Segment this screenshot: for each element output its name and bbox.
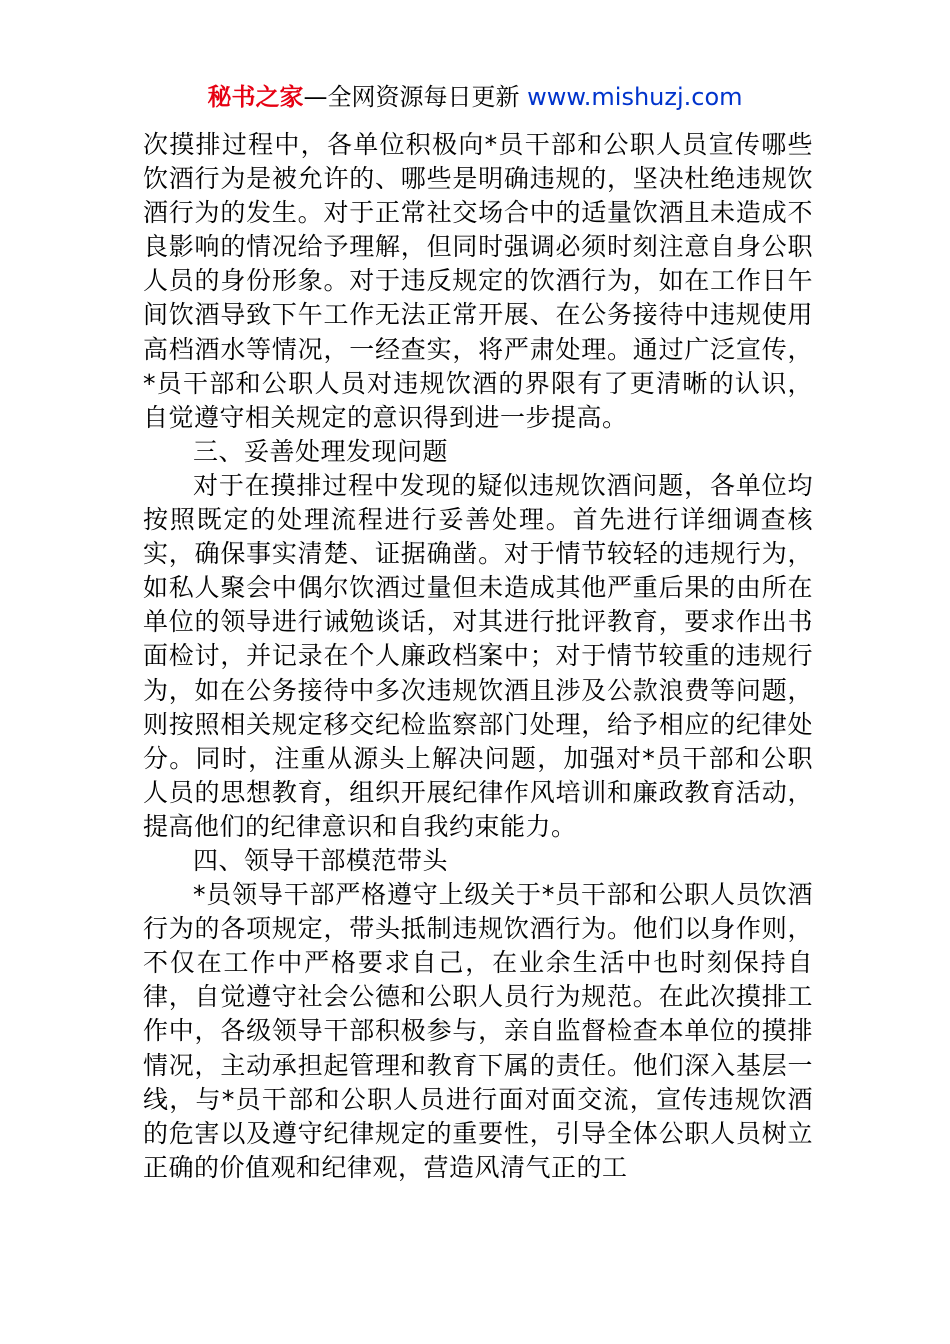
paragraph-continuation: 次摸排过程中，各单位积极向*员干部和公职人员宣传哪些饮酒行为是被允许的、哪些是明确违规的，坚决杜绝违规饮酒行为的发生。对于正常社交场合中的适量饮酒且未造成不良影响的情况给予理解，但同时强调必须时刻注意自身公职人员的身份形象。对于违反规定的饮酒行为，如在工作日午间饮酒导致下午工作无法正常开展、在公务接待中违规使用高档酒水等情况，一经查实，将严肃处理。通过广泛宣传，*员干部和公职人员对违规饮酒的界限有了更清晰的认识，自觉遵守相关规定的意识得到进一步提高。: [143, 130, 813, 432]
document-body: [143, 128, 813, 1185]
section-heading-3: 三、妥善处理发现问题: [193, 436, 449, 466]
section-heading-4: 四、领导干部模范带头: [193, 845, 449, 875]
paragraph-leadership: *员领导干部严格遵守上级关于*员干部和公职人员饮酒行为的各项规定，带头抵制违规饮酒行为。他们以身作则，不仅在工作中严格要求自己，在业余生活中也时刻保持自律，自觉遵守社会公德和公职人员行为规范。在此次摸排工作中，各级领导干部积极参与，亲自监督检查本单位的摸排情况，主动承担起管理和教育下属的责任。他们深入基层一线，与*员干部和公职人员进行面对面交流，宣传违规饮酒的危害以及遵守纪律规定的重要性，引导全体公职人员树立正确的价值观和纪律观，营造风清气正的工: [143, 880, 813, 1182]
page-header: [0, 80, 950, 114]
header-tagline: —全网资源每日更新: [303, 83, 520, 111]
paragraph-problem-handling: 对于在摸排过程中发现的疑似违规饮酒问题，各单位均按照既定的处理流程进行妥善处理。首先进行详细调查核实，确保事实清楚、证据确凿。对于情节较轻的违规行为，如私人聚会中偶尔饮酒过量但未造成其他严重后果的由所在单位的领导进行诫勉谈话，对其进行批评教育，要求作出书面检讨，并记录在个人廉政档案中；对于情节较重的违规行为，如在公务接待中多次违规饮酒且涉及公款浪费等问题，则按照相关规定移交纪检监察部门处理，给予相应的纪律处分。同时，注重从源头上解决问题，加强对*员干部和公职人员的思想教育，组织开展纪律作风培训和廉政教育活动，提高他们的纪律意识和自我约束能力。: [143, 470, 813, 841]
site-url-link[interactable]: www.mishuzj.com: [527, 83, 743, 111]
brand-name: 秘书之家: [207, 83, 304, 111]
